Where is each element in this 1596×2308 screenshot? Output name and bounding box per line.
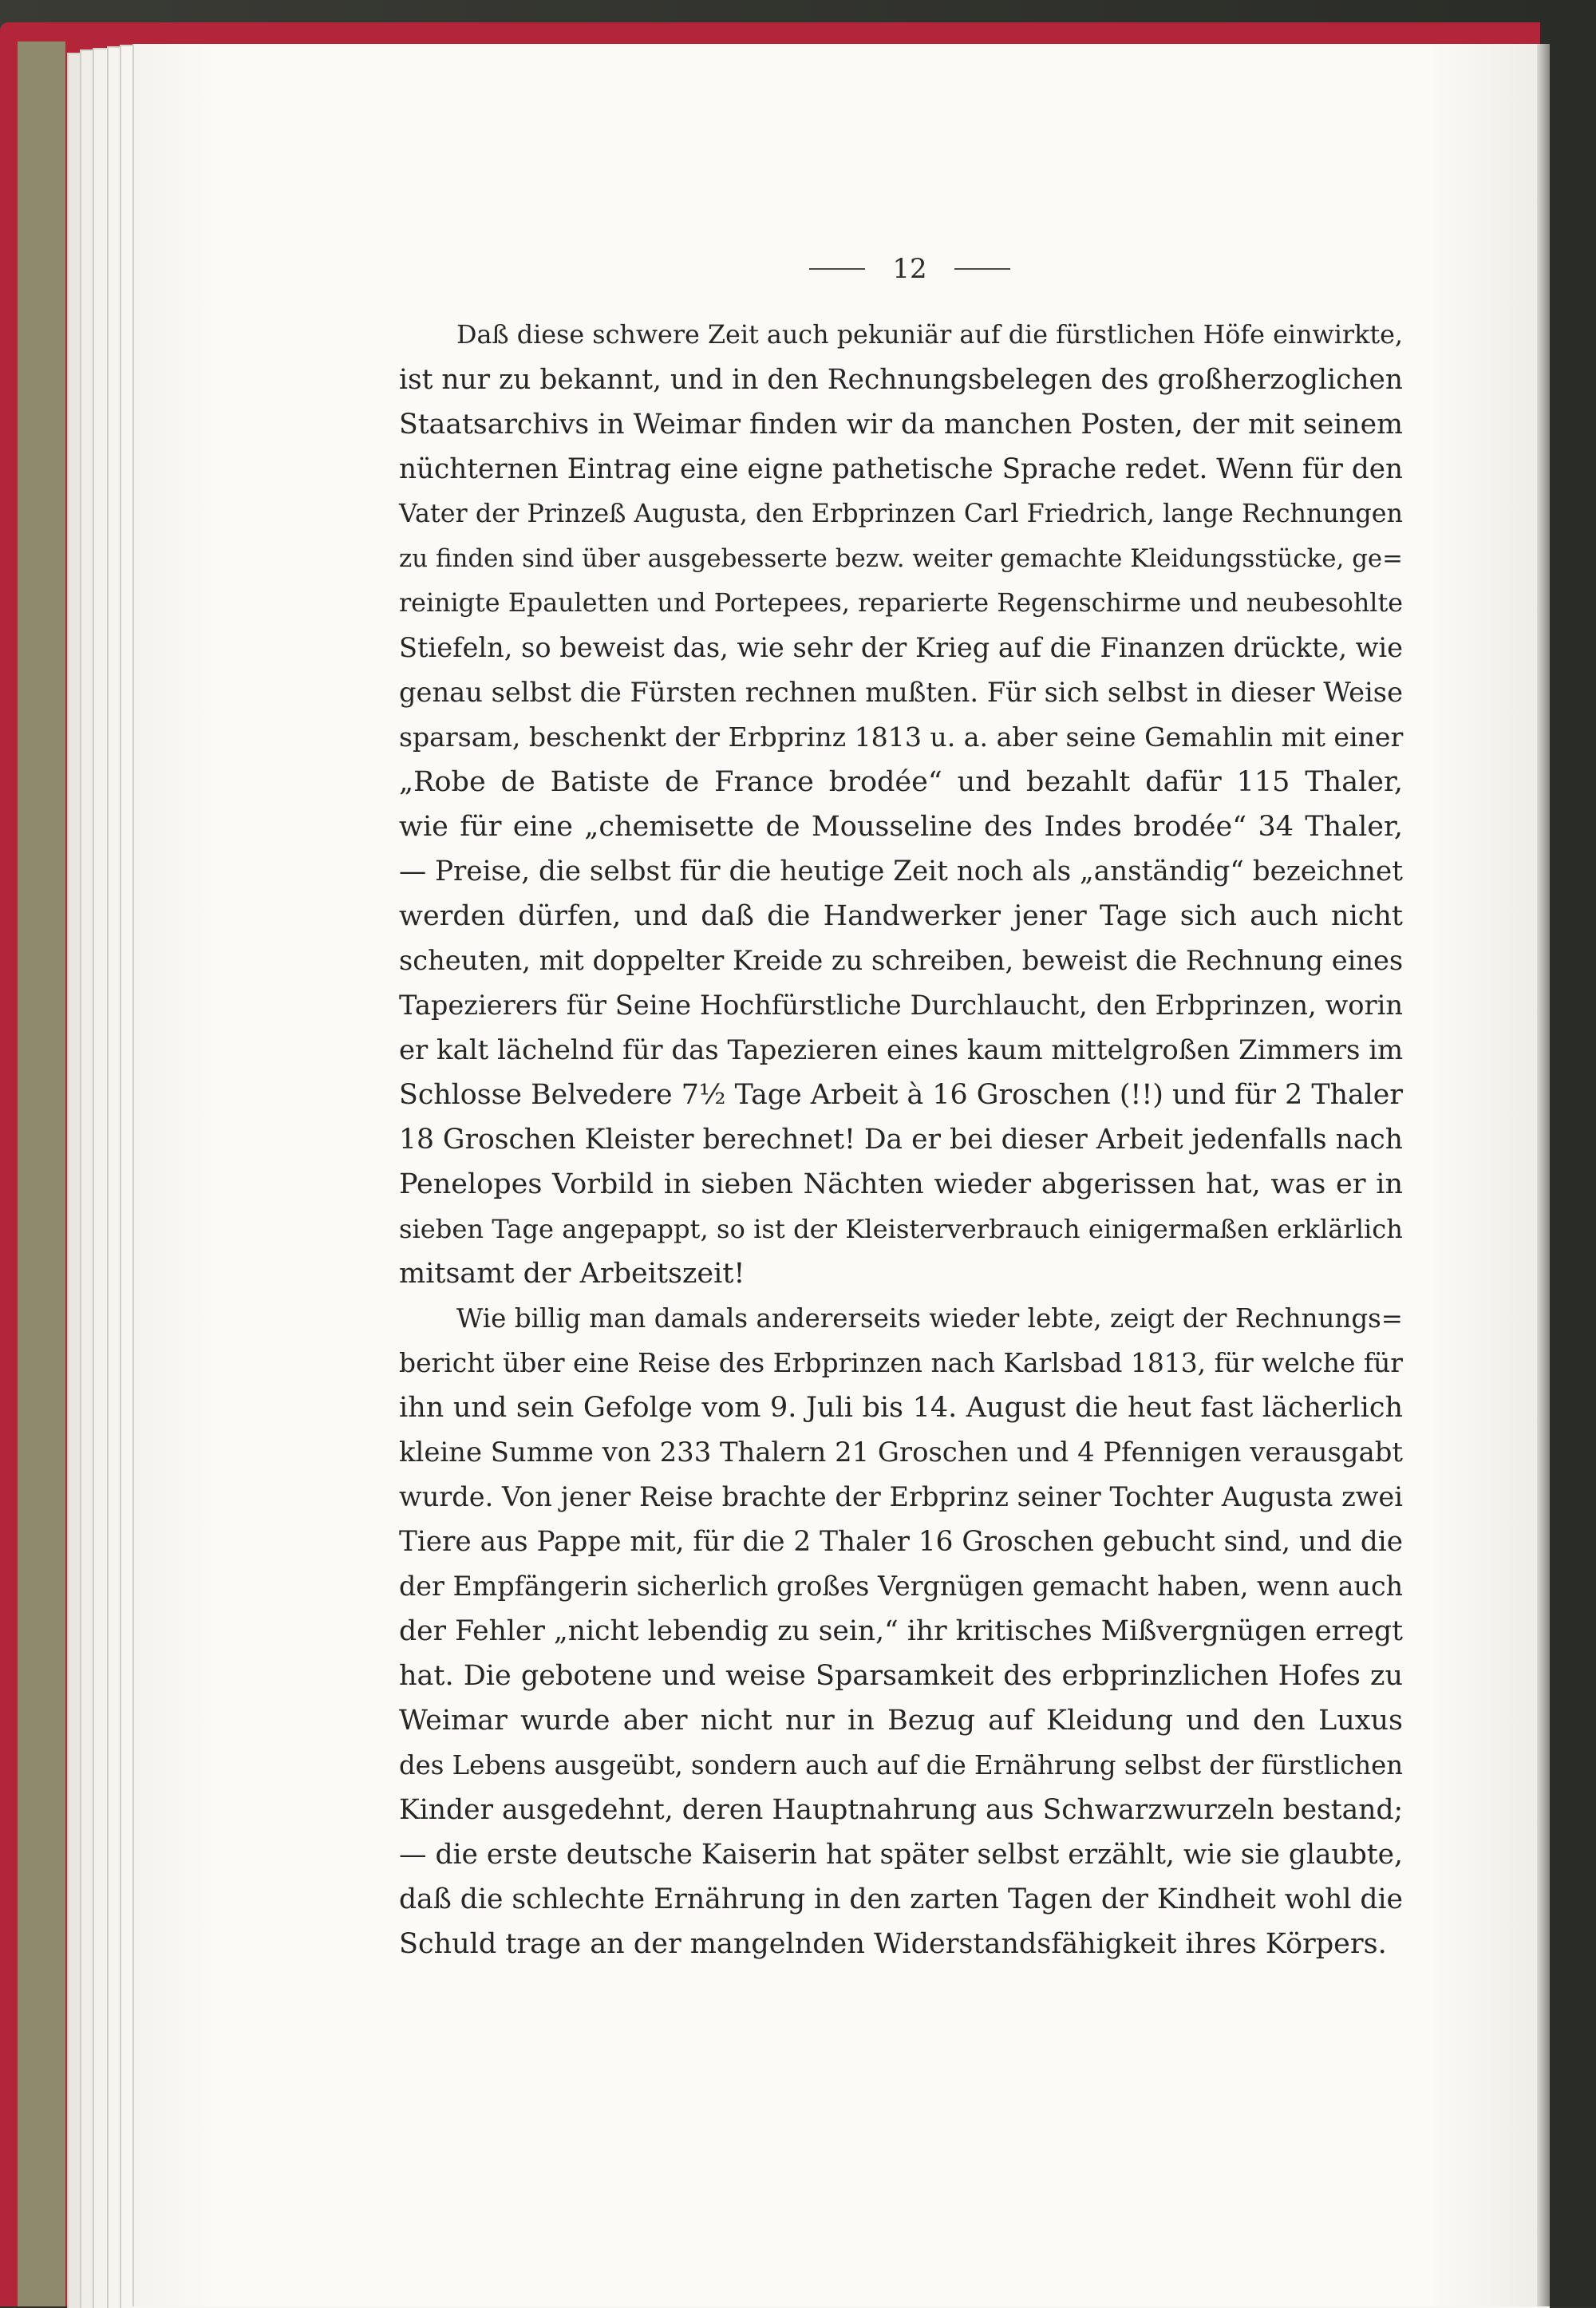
text-line: kleine Summe von 233 Thalern 21 Groschen und 4 Pfennigen verausgabt	[399, 1437, 1403, 1468]
text-line: nüchternen Eintrag eine eigne pathetische Sprache redet. Wenn für den	[399, 453, 1403, 485]
text-line: Kinder ausgedehnt, deren Hauptnahrung aus Schwarzwurzeln bestand;	[399, 1794, 1404, 1826]
text-line: Daß diese schwere Zeit auch pekuniär auf die fürstlichen Höfe einwirkte,	[456, 321, 1403, 350]
text-line: genau selbst die Fürsten rechnen mußten. Für sich selbst in dieser Weise	[399, 677, 1403, 708]
paragraph	[399, 1296, 1403, 1966]
text-line: Penelopes Vorbild in sieben Nächten wieder abgerissen hat, was er in	[399, 1168, 1403, 1200]
text-line: Schlosse Belvedere 7½ Tage Arbeit à 16 Groschen (!!) und für 2 Thaler	[399, 1079, 1403, 1111]
text-line: mitsamt der Arbeitszeit!	[399, 1258, 745, 1290]
text-line: Weimar wurde aber nicht nur in Bezug auf Kleidung und den Luxus	[399, 1705, 1403, 1737]
header-dash-right	[954, 268, 1010, 270]
text-line: Stiefeln, so beweist das, wie sehr der Krieg auf die Finanzen drückte, wie	[399, 632, 1404, 663]
text-line: sparsam, beschenkt der Erbprinz 1813 u. a. aber seine Gemahlin mit einer	[399, 721, 1404, 753]
text-line: zu finden sind über ausgebesserte bezw. weiter gemachte Kleidungsstücke, ge=	[399, 544, 1403, 573]
text-line: Tiere aus Pappe mit, für die 2 Thaler 16 Groschen gebucht sind, und die	[399, 1526, 1403, 1558]
text-line: Tapezierers für Seine Hochfürstliche Durchlaucht, den Erbprinzen, worin	[399, 990, 1403, 1021]
book-cover-board	[18, 41, 65, 2306]
paragraph	[399, 313, 1403, 1296]
text-line: er kalt lächelnd für das Tapezieren eines kaum mittelgroßen Zimmers im	[399, 1034, 1404, 1065]
text-line: „Robe de Batiste de France brodée“ und bezahlt dafür 115 Thaler,	[399, 766, 1403, 798]
text-line: Wie billig man damals andererseits wieder lebte, zeigt der Rechnungs=	[456, 1303, 1403, 1334]
page-number: 12	[892, 253, 927, 285]
text-line: daß die schlechte Ernährung in den zarten Tagen der Kindheit wohl die	[399, 1883, 1403, 1915]
text-line: Vater der Prinzeß Augusta, den Erbprinzen Carl Friedrich, lange Rechnungen	[399, 499, 1403, 528]
text-line: der Empfängerin sicherlich großes Vergnügen gemacht haben, wenn auch	[399, 1571, 1403, 1602]
text-line: reinigte Epauletten und Portepees, reparierte Regenschirme und neubesohlte	[399, 589, 1403, 618]
text-line: — Preise, die selbst für die heutige Zeit noch als „anständig“ bezeichnet	[399, 856, 1403, 887]
text-line: des Lebens ausgeübt, sondern auch auf die Ernährung selbst der fürstlichen	[399, 1750, 1404, 1780]
text-line: sieben Tage angepappt, so ist der Kleisterverbrauch einigermaßen erklärlich	[399, 1214, 1403, 1244]
text-line: der Fehler „nicht lebendig zu sein,“ ihr kritisches Mißvergnügen erregt	[399, 1615, 1403, 1647]
text-line: wurde. Von jener Reise brachte der Erbprinz seiner Tochter Augusta zwei	[399, 1481, 1403, 1512]
text-line: hat. Die gebotene und weise Sparsamkeit des erbprinzlichen Hofes zu	[399, 1660, 1403, 1692]
page-gutter-shadow	[1537, 44, 1550, 2306]
text-line: ihn und sein Gefolge vom 9. Juli bis 14. August die heut fast lächerlich	[399, 1392, 1403, 1424]
text-line: wie für eine „chemisette de Mousseline des Indes brodée“ 34 Thaler,	[399, 811, 1403, 843]
page-header	[774, 249, 1045, 289]
text-line: Staatsarchivs in Weimar finden wir da manchen Posten, der mit seinem	[399, 409, 1403, 441]
text-line: Schuld trage an der mangelnden Widerstandsfähigkeit ihres Körpers.	[399, 1928, 1387, 1960]
text-line: 18 Groschen Kleister berechnet! Da er bei dieser Arbeit jedenfalls nach	[399, 1124, 1403, 1156]
text-line: — die erste deutsche Kaiserin hat später selbst erzählt, wie sie glaubte,	[399, 1839, 1403, 1871]
text-line: ist nur zu bekannt, und in den Rechnungsbelegen des großherzoglichen	[399, 364, 1403, 396]
text-line: werden dürfen, und daß die Handwerker jener Tage sich auch nicht	[399, 900, 1403, 932]
text-line: bericht über eine Reise des Erbprinzen nach Karlsbad 1813, für welche für	[399, 1347, 1403, 1378]
text-line: scheuten, mit doppelter Kreide zu schreiben, beweist die Rechnung eines	[399, 945, 1404, 976]
body-text	[399, 313, 1403, 1966]
header-dash-left	[809, 268, 865, 270]
